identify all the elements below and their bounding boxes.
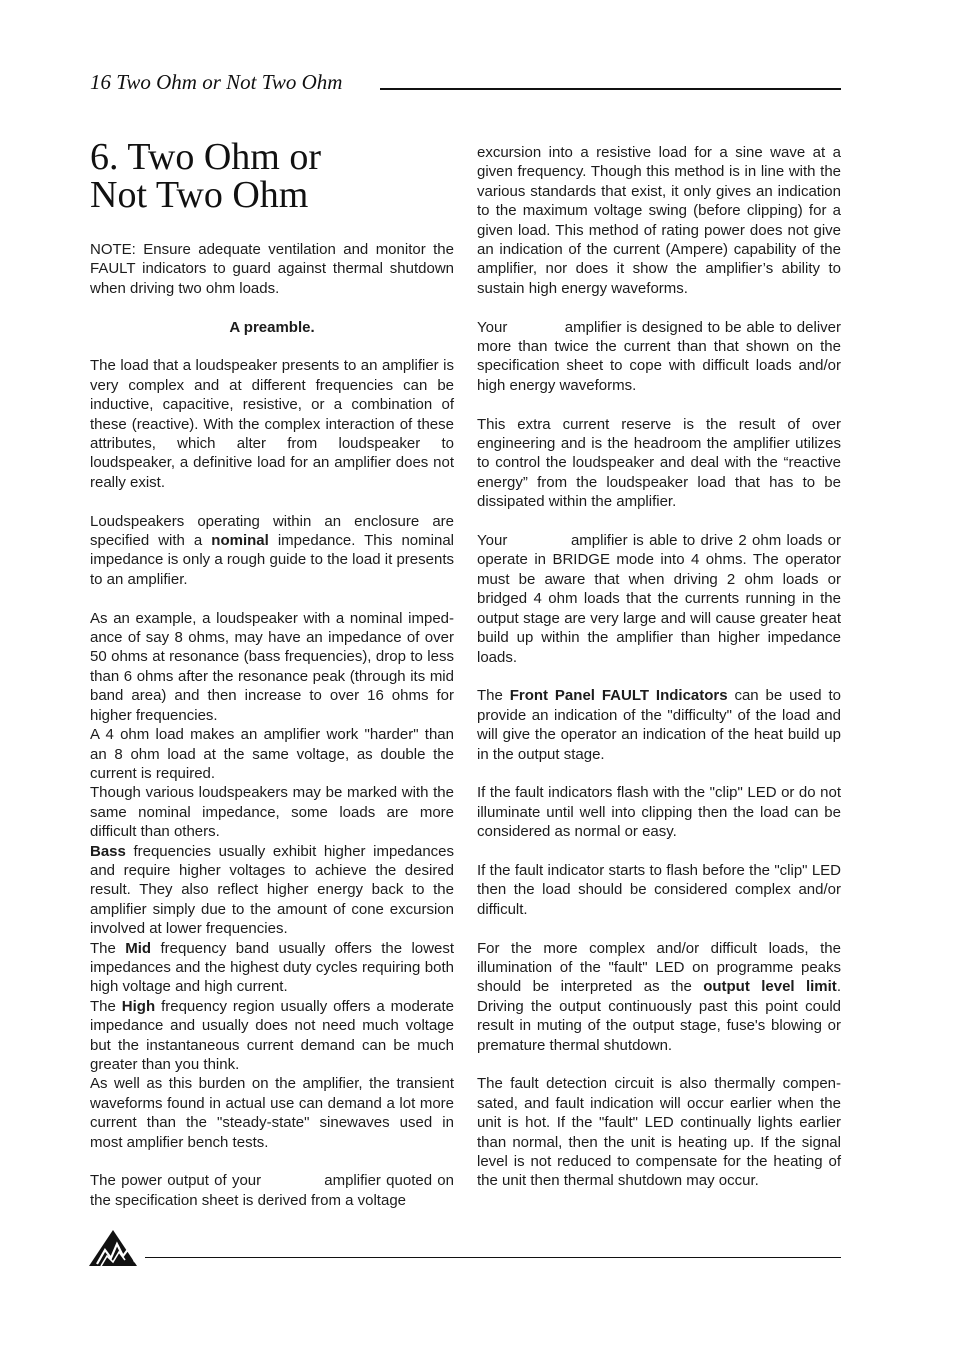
footer-rule — [145, 1257, 841, 1258]
paragraph-load-complexity: The load that a loudspeaker presents to an amplifier is very complex and at different frequencies can be inductive, capacitive, resistive, or a combination of these (reactive). With the complex interaction of these attributes, which alter from loudspeaker to loudspeaker, a definitive load for an amplifier does not really exist. — [90, 357, 454, 491]
preamble-heading-text: A preamble. — [229, 318, 315, 336]
paragraph-high: The High frequency region usually offers a moderate impedance and usually does not need much voltage but the instantaneous current demand can be much greater than you think. — [90, 997, 454, 1073]
paragraph-bass: Bass frequencies usually exhibit higher impedances and require higher voltages to achieve the desired result. They also reflect higher energy back to the amplifier simply due to the amount of cone excursion involved at lower frequencies. — [90, 842, 454, 938]
right-column — [477, 143, 846, 1191]
chapter-title-line1: 6. Two Ohm or — [90, 136, 321, 178]
paragraph-current-reserve: This extra current reserve is the result of over engineering and is the headroom the amplifier utilizes to control the loudspeaker and deal with the “reactive energy” from the loudspeaker load that has to be dissipated within the amplifier. — [477, 415, 841, 511]
preamble-heading — [90, 318, 454, 337]
paragraph-nominal-impedance: Loudspeakers operating within an enclosure are specified with a nominal impedance. This nominal impedance is only a rough guide to the load it presents to an amplifier. — [90, 512, 454, 588]
paragraph-rating-method: excursion into a resistive load for a sine wave at a given frequency. Though this method is in line with the various standards that exist, it only gives an indication to the maximum voltage swing (before clipping) for a given load. This method of rating power does not give an indication of the current (Ampere) capability of the amplifier, nor does it show the amplifier’s ability to sustain high energy waveforms. — [477, 144, 841, 297]
paragraph-thermal-compensation: The fault detection circuit is also thermally compen-sated, and fault indication will occur earlier when the unit is hot. If the "fault" LED continually lights earlier than normal, then the unit is heating up. If the signal level is not reduced to compensate for the heating of the unit then thermal shutdown may occur. — [477, 1075, 841, 1190]
left-column — [90, 240, 459, 1210]
paragraph-normal-load: If the fault indicators flash with the "clip" LED or do not illuminate until well into clipping then the load can be considered as normal or easy. — [477, 784, 841, 841]
paragraph-two-ohm-bridge: Your amplifier is able to drive 2 ohm loads or operate in BRIDGE mode into 4 ohms. The operator must be aware that when driving 2 ohm loads or bridged 4 ohm loads that the currents running in the output stage are very large and will cause greater heat build up within the amplifier than higher impedance loads. — [477, 532, 846, 666]
chapter-title — [90, 138, 321, 214]
mountain-logo-icon — [89, 1228, 141, 1273]
chapter-title-line2: Not Two Ohm — [90, 174, 309, 216]
paragraph-mid: The Mid frequency band usually offers the lowest impedances and the highest duty cycles requiring both high voltage and high current. — [90, 939, 454, 996]
header-rule — [380, 88, 841, 90]
paragraph-four-ohm-load: A 4 ohm load makes an amplifier work "harder" than an 8 ohm load at the same voltage, as double the current is required. — [90, 726, 454, 782]
paragraph-output-level-limit: For the more complex and/or difficult loads, the illumination of the "fault" LED on programme peaks should be interpreted as the output level limit. Driving the output continuously past this point could result in muting of the output stage, fuse's blowing or premature thermal shutdown. — [477, 939, 841, 1054]
paragraph-power-output: The power output of your amplifier quoted on the specification sheet is derived from a voltage — [90, 1172, 459, 1209]
paragraph-fault-indicators: The Front Panel FAULT Indicators can be used to provide an indication of the "difficulty" of the load and will give the operator an indication of the heat build up in the output stage. — [477, 687, 841, 763]
paragraph-difficult-loads: Though various loudspeakers may be marked with the same nominal impedance, some loads are more difficult than others. — [90, 784, 454, 841]
running-header: 16 Two Ohm or Not Two Ohm — [90, 70, 343, 94]
paragraph-current-capacity: Your amplifier is designed to be able to deliver more than twice the current than that shown on the specification sheet to cope with difficult loads and/or high energy waveforms. — [477, 318, 846, 394]
paragraph-impedance-example: As an example, a loudspeaker with a nominal imped-ance of say 8 ohms, may have an impedance of over 50 ohms at resonance (bass frequencies), drop to less than 6 ohms after the resonance peak (through its mid band area) and then increase to over 16 ohms for higher frequencies. — [90, 609, 454, 724]
ventilation-note: NOTE: Ensure adequate ventilation and monitor the FAULT indicators to guard against thermal shutdown when driving two ohm loads. — [90, 241, 454, 297]
paragraph-complex-load: If the fault indicator starts to flash before the "clip" LED then the load should be considered complex and/or difficult. — [477, 861, 841, 918]
paragraph-transient-waveforms: As well as this burden on the amplifier, the transient waveforms found in actual use can demand a lot more current than the "steady-state" sinewaves used in most amplifier bench tests. — [90, 1075, 454, 1151]
